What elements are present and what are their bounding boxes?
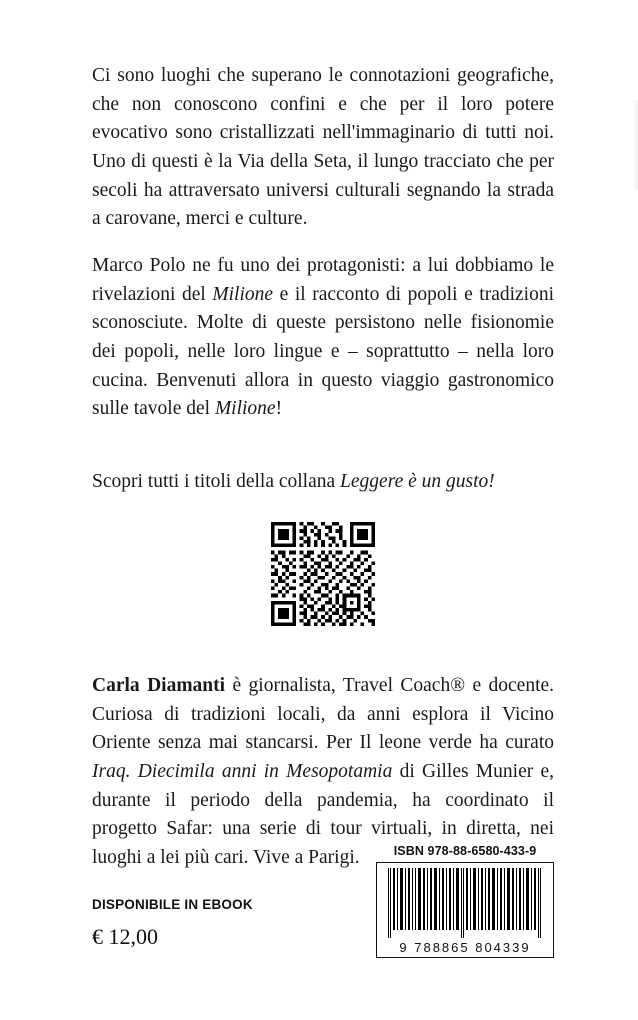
price-block (92, 897, 253, 950)
barcode-frame (376, 862, 554, 958)
spine-shadow (632, 100, 638, 190)
blurb-paragraph-2: Marco Polo ne fu uno dei protagonisti: a lui dobbiamo le rivelazioni del Milione e il racconto di popoli e tradizioni sconosciute. Molte di queste persistono nelle fisionomie dei popoli, nelle loro lingue e – soprattutto – nella loro cucina. Benvenuti allora in questo viaggio gastronomico sulle tavole del Milione! (92, 254, 555, 420)
ean-digits-label: 9 788865 804339 (399, 940, 531, 955)
collana-line (92, 468, 554, 496)
barcode-block (376, 844, 554, 958)
qr-code-container[interactable] (92, 522, 554, 626)
author-name: Carla Diamanti (92, 675, 226, 697)
cover-footer (92, 828, 554, 958)
cited-work-milione-2: Milione (214, 398, 276, 420)
collana-prefix: Scopri tutti i titoli della collana (92, 470, 341, 492)
ebook-availability-label: DISPONIBILE IN EBOOK (92, 897, 253, 912)
cited-work-milione-1: Milione (212, 283, 274, 305)
qr-code-icon[interactable] (271, 522, 375, 626)
author-bio-text-1: è giornalista, Travel Coach® e docente. Curiosa di tradizioni locali, da anni esplora il Vicino Oriente senza mai stancarsi. Per Il leone verde ha curato (92, 675, 555, 754)
author-bio-text-2: di Gilles Munier e, durante il periodo della pandemia, ha coordinato il progetto Safar: una serie di tour virtuali, in diretta, nei luoghi a lei più cari. Vive a Parigi. (92, 761, 554, 869)
collana-name: Leggere è un gusto! (340, 470, 495, 492)
cover-text-block (92, 62, 554, 873)
isbn-label: ISBN 978-88-6580-433-9 (393, 844, 537, 858)
price-label: € 12,00 (92, 924, 158, 949)
ean13-barcode-icon (383, 868, 547, 938)
cited-work-iraq: Iraq. Diecimila anni in Mesopotamia (92, 761, 393, 783)
blurb-paragraph-1: Ci sono luoghi che superano le connotazioni geografiche, che non conoscono confini e che per il loro potere evocativo sono cristallizzati nell'immaginario di tutti noi. Uno di questi è la Via della Seta, il lungo tracciato che per secoli ha attraversato universi culturali segnando la strada a carovane, merci e culture. (92, 65, 554, 230)
barcode-bars (386, 868, 544, 938)
